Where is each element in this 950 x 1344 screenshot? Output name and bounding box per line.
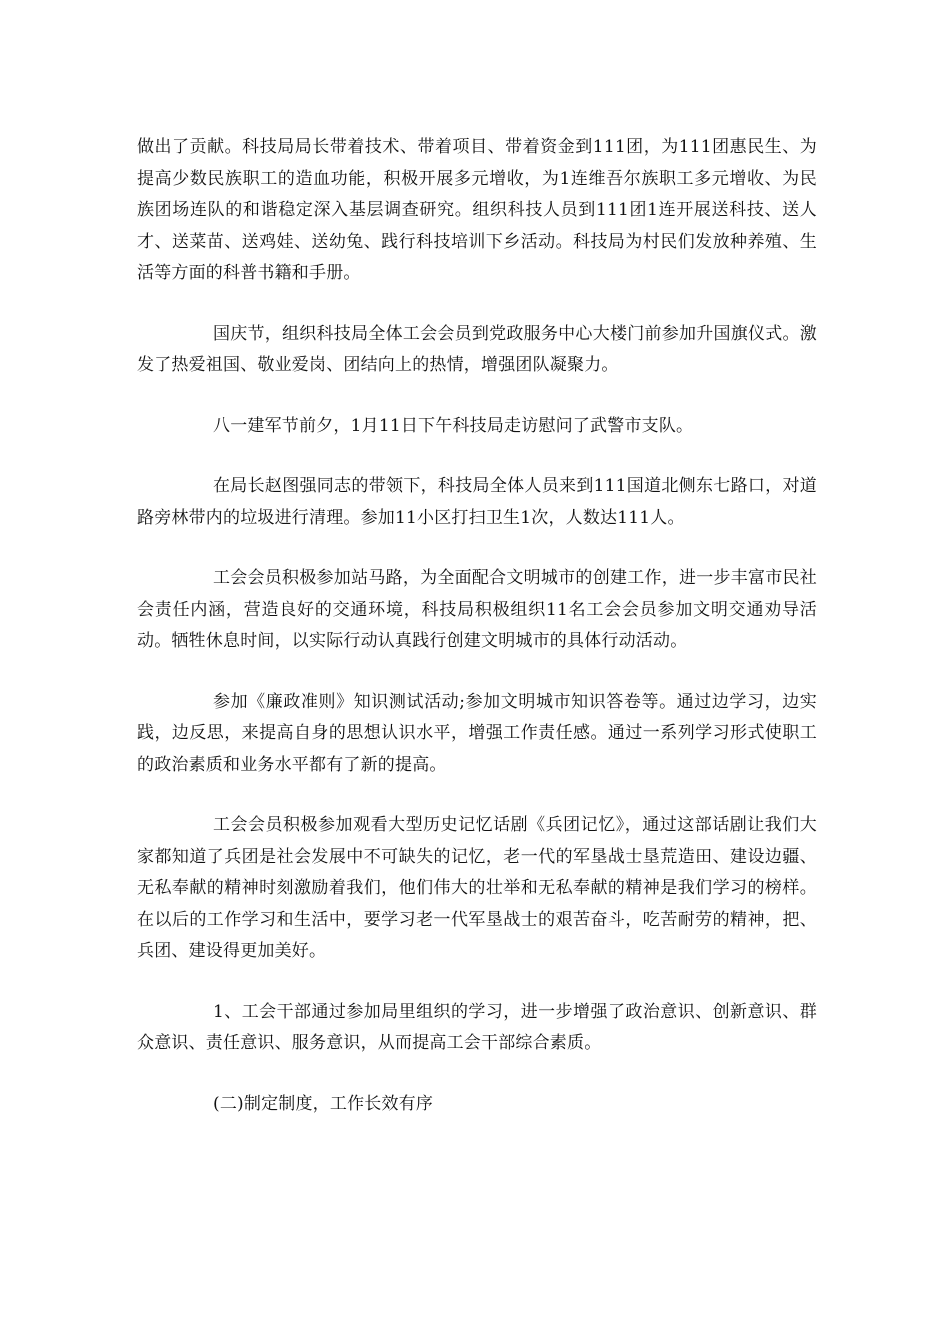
document-body xyxy=(137,132,817,1149)
paragraph-road-cleanup: 在局长赵图强同志的带领下，科技局全体人员来到111国道北侧东七路口，对道路旁林带内的垃圾进行清理。参加11小区打扫卫生1次，人数达111人。 xyxy=(137,476,817,528)
paragraph-drama-memory: 工会会员积极参加观看大型历史记忆话剧《兵团记忆》，通过这部话剧让我们大家都知道了兵团是社会发展中不可缺失的记忆，老一代的军垦战士垦荒造田、建设边疆、无私奉献的精神时刻激励着我们，他们伟大的壮举和无私奉献的精神是我们学习的榜样。在以后的工作学习和生活中，要学习老一代军垦战士的艰苦奋斗，吃苦耐劳的精神，把、兵团、建设得更加美好。 xyxy=(137,815,817,961)
paragraph-national-day: 国庆节，组织科技局全体工会会员到党政服务中心大楼门前参加升国旗仪式。激发了热爱祖国、敬业爱岗、团结向上的热情，增强团队凝聚力。 xyxy=(137,323,817,375)
paragraph-army-day: 八一建军节前夕，1月11日下午科技局走访慰问了武警市支队。 xyxy=(213,415,694,436)
paragraph-cadre-study: 1、工会干部通过参加局里组织的学习，进一步增强了政治意识、创新意识、群众意识、责任意识、服务意识，从而提高工会干部综合素质。 xyxy=(137,1001,817,1053)
paragraph-integrity-test: 参加《廉政准则》知识测试活动;参加文明城市知识答卷等。通过边学习，边实践，边反思，来提高自身的思想认识水平，增强工作责任感。通过一系列学习形式使职工的政治素质和业务水平都有了新的提高。 xyxy=(137,691,817,775)
paragraph-contribution: 做出了贡献。科技局局长带着技术、带着项目、带着资金到111团，为111团惠民生、为提高少数民族职工的造血功能，积极开展多元增收，为1连维吾尔族职工多元增收、为民族团场连队的和谐稳定深入基层调查研究。组织科技人员到111团1连开展送科技、送人才、送菜苗、送鸡娃、送幼兔、践行科技培训下乡活动。科技局为村民们发放种养殖、生活等方面的科普书籍和手册。 xyxy=(137,137,817,283)
section-heading-system: (二)制定制度，工作长效有序 xyxy=(213,1093,434,1114)
paragraph-traffic-volunteer: 工会会员积极参加站马路，为全面配合文明城市的创建工作，进一步丰富市民社会责任内涵，营造良好的交通环境，科技局积极组织11名工会会员参加文明交通劝导活动。牺牲休息时间，以实际行动认真践行创建文明城市的具体行动活动。 xyxy=(137,568,817,651)
